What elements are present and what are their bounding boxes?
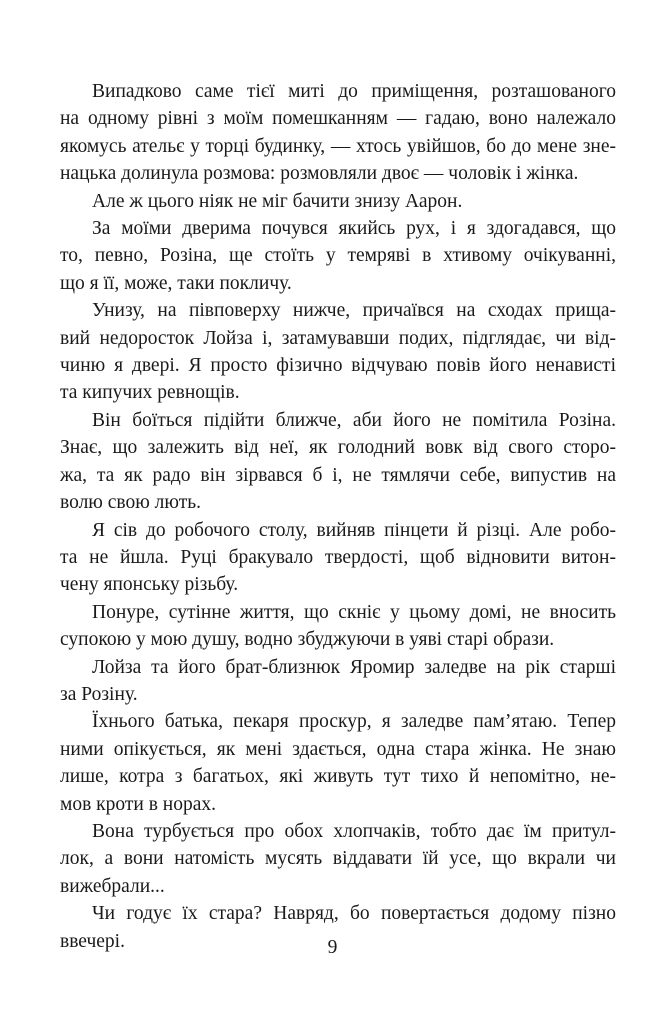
paragraph <box>60 78 616 188</box>
paragraph <box>60 517 616 599</box>
text-line: Випадково саме тієї миті до приміщення, розташованого <box>92 81 616 102</box>
text-line: вий недоросток Лойза і, затамувавши подих, підглядає, чи від- <box>60 327 616 349</box>
text-line: Понуре, сутінне життя, що скніє у цьому домі, не вносить <box>92 601 616 623</box>
paragraph <box>60 599 616 654</box>
text-line: вижебрали... <box>60 875 165 897</box>
text-line: лише, котра з багатьох, які живуть тут тихо й непомітно, не- <box>60 766 616 788</box>
text-line: ввечері. <box>60 930 125 952</box>
paragraph <box>60 708 616 818</box>
text-line: та не йшла. Руці бракувало твердості, щоб відновити витон- <box>60 546 616 568</box>
text-line: Він боїться підійти ближче, аби його не помітила Розіна. <box>92 409 616 431</box>
text-line: то, певно, Розіна, ще стоїть у темряві в хтивому очікуванні, <box>60 245 616 267</box>
text-line: лок, а вони натомість мусять віддавати їй усе, що вкрали чи <box>60 848 616 870</box>
text-line: якомусь ательє у торці будинку, — хтось увійшов, бо до мене зне- <box>60 135 616 157</box>
text-line: Вона турбується про обох хлопчаків, тобто дає їм притул- <box>92 820 616 842</box>
text-line: супокою у мою душу, водно збуджуючи в уяві старі образи. <box>60 629 555 651</box>
text-line: на одному рівні з моїм помешканням — гадаю, воно належало <box>60 108 616 130</box>
paragraph <box>60 818 616 900</box>
paragraph <box>60 188 616 215</box>
text-line: чену японську різьбу. <box>60 574 239 596</box>
text-line: нацька долинула розмова: розмовляли двоє — чоловік і жінка. <box>60 163 579 185</box>
paragraph <box>60 654 616 709</box>
text-line: жа, та як радо він зірвався б і, не тямлячи себе, випустив на <box>60 464 616 486</box>
text-line: волю свою лють. <box>60 492 201 514</box>
text-line: Лойза та його брат-близнюк Яромир заледве на рік старші <box>92 656 616 678</box>
text-line: Знає, що залежить від неї, як голодний вовк від свого сторо- <box>60 437 616 459</box>
text-line: Чи годує їх стара? Навряд, бо повертається додому пізно <box>92 903 616 925</box>
text-line: що я її, може, таки покличу. <box>60 272 292 294</box>
paragraph <box>60 297 616 407</box>
body-text <box>60 78 616 955</box>
text-line: мов кроти в норах. <box>60 793 217 815</box>
text-line: за Розіну. <box>60 683 138 705</box>
text-line: Унизу, на півповерху нижче, причаївся на сходах прища- <box>92 300 616 322</box>
page-number: 9 <box>327 937 338 958</box>
text-line: Але ж цього ніяк не міг бачити знизу Аарон. <box>92 190 463 212</box>
text-line: чиню я двері. Я просто фізично відчуваю повів його ненависті <box>60 355 616 377</box>
text-line: Їхнього батька, пекаря проскур, я заледве пам’ятаю. Тепер <box>92 711 616 733</box>
text-line: Я сів до робочого столу, вийняв пінцети й різці. Але робо- <box>92 519 616 541</box>
text-line: та кипучих ревнощів. <box>60 382 240 404</box>
text-line: За моїми дверима почувся якийсь рух, і я здогадався, що <box>92 218 616 240</box>
text-line: ними опікується, як мені здається, одна стара жінка. Не знаю <box>60 738 616 760</box>
paragraph <box>60 407 616 517</box>
paragraph <box>60 215 616 297</box>
